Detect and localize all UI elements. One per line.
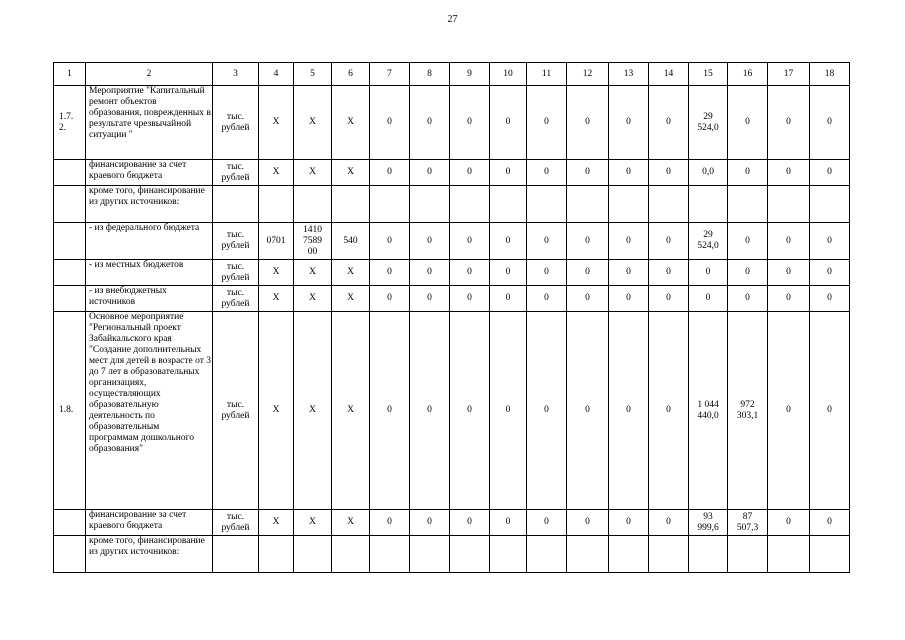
value-cell: 0 bbox=[728, 260, 768, 286]
table-row bbox=[54, 286, 850, 312]
value-cell: X bbox=[294, 86, 332, 160]
column-header: 5 bbox=[294, 63, 332, 86]
value-cell: 0 bbox=[810, 260, 850, 286]
item-code-cell bbox=[54, 223, 86, 260]
value-cell bbox=[527, 536, 567, 573]
value-cell: 0 bbox=[689, 260, 728, 286]
value-cell: 0 bbox=[689, 286, 728, 312]
unit-cell: тыс. рублей bbox=[213, 160, 259, 186]
page-number: 27 bbox=[447, 14, 458, 25]
value-cell: 0 bbox=[490, 312, 527, 510]
value-cell: 0,0 bbox=[689, 160, 728, 186]
value-cell: 0 bbox=[410, 286, 450, 312]
value-cell: 0 bbox=[567, 160, 609, 186]
table-row bbox=[54, 223, 850, 260]
value-cell: X bbox=[332, 312, 370, 510]
column-header: 7 bbox=[370, 63, 410, 86]
table-row bbox=[54, 260, 850, 286]
value-cell: X bbox=[332, 160, 370, 186]
item-description-cell: финансирование за счет краевого бюджета bbox=[86, 160, 213, 186]
item-description-cell: финансирование за счет краевого бюджета bbox=[86, 510, 213, 536]
column-header: 13 bbox=[609, 63, 649, 86]
value-cell bbox=[810, 536, 850, 573]
column-header: 12 bbox=[567, 63, 609, 86]
table-row bbox=[54, 312, 850, 510]
value-cell bbox=[609, 536, 649, 573]
column-header: 6 bbox=[332, 63, 370, 86]
value-cell bbox=[689, 536, 728, 573]
value-cell: 0 bbox=[609, 260, 649, 286]
value-cell bbox=[294, 536, 332, 573]
value-cell: 0 bbox=[490, 510, 527, 536]
column-header: 4 bbox=[259, 63, 294, 86]
value-cell: 0 bbox=[649, 286, 689, 312]
value-cell bbox=[728, 186, 768, 223]
value-cell: 0 bbox=[370, 160, 410, 186]
value-cell bbox=[410, 536, 450, 573]
value-cell: 0 bbox=[490, 286, 527, 312]
value-cell: 0 bbox=[450, 312, 490, 510]
value-cell: 0 bbox=[768, 160, 810, 186]
value-cell: 0 bbox=[370, 86, 410, 160]
unit-cell: тыс. рублей bbox=[213, 223, 259, 260]
column-header: 16 bbox=[728, 63, 768, 86]
value-cell: 0 bbox=[609, 510, 649, 536]
value-cell: 0 bbox=[450, 510, 490, 536]
value-cell: 29 524,0 bbox=[689, 223, 728, 260]
value-cell: 0 bbox=[768, 223, 810, 260]
value-cell: 0 bbox=[410, 160, 450, 186]
item-code-cell bbox=[54, 186, 86, 223]
value-cell: 0 bbox=[567, 312, 609, 510]
item-code-cell bbox=[54, 286, 86, 312]
value-cell: 0 bbox=[527, 86, 567, 160]
value-cell: 0 bbox=[567, 260, 609, 286]
column-header: 18 bbox=[810, 63, 850, 86]
value-cell: 0 bbox=[728, 223, 768, 260]
value-cell: 0 bbox=[527, 286, 567, 312]
value-cell bbox=[810, 186, 850, 223]
item-description-cell: - из местных бюджетов bbox=[86, 260, 213, 286]
unit-cell: тыс. рублей bbox=[213, 510, 259, 536]
value-cell: 0 bbox=[728, 86, 768, 160]
value-cell: 0 bbox=[567, 286, 609, 312]
value-cell: 0 bbox=[450, 286, 490, 312]
column-header: 11 bbox=[527, 63, 567, 86]
value-cell: 0 bbox=[609, 286, 649, 312]
column-header: 10 bbox=[490, 63, 527, 86]
value-cell: 0 bbox=[810, 312, 850, 510]
value-cell: 0 bbox=[768, 260, 810, 286]
value-cell: 0 bbox=[527, 223, 567, 260]
value-cell bbox=[259, 186, 294, 223]
value-cell bbox=[768, 536, 810, 573]
item-description-cell: кроме того, финансирование из других источников: bbox=[86, 536, 213, 573]
value-cell: X bbox=[259, 286, 294, 312]
value-cell bbox=[649, 186, 689, 223]
value-cell: 0 bbox=[370, 312, 410, 510]
item-description-cell: кроме того, финансирование из других источников: bbox=[86, 186, 213, 223]
header-row bbox=[54, 63, 850, 86]
value-cell: 0 bbox=[728, 286, 768, 312]
value-cell: 0 bbox=[490, 160, 527, 186]
value-cell: 0 bbox=[527, 260, 567, 286]
value-cell: 0 bbox=[649, 260, 689, 286]
value-cell bbox=[567, 536, 609, 573]
value-cell: 0 bbox=[609, 312, 649, 510]
value-cell: 0 bbox=[768, 86, 810, 160]
value-cell: 0 bbox=[768, 286, 810, 312]
value-cell: 0 bbox=[649, 86, 689, 160]
value-cell bbox=[689, 186, 728, 223]
value-cell: 0 bbox=[810, 223, 850, 260]
value-cell: X bbox=[294, 510, 332, 536]
item-description-cell: - из федерального бюджета bbox=[86, 223, 213, 260]
column-header: 1 bbox=[54, 63, 86, 86]
unit-cell: тыс. рублей bbox=[213, 286, 259, 312]
value-cell: 972 303,1 bbox=[728, 312, 768, 510]
unit-cell bbox=[213, 536, 259, 573]
value-cell bbox=[370, 536, 410, 573]
value-cell: X bbox=[259, 260, 294, 286]
value-cell: 0 bbox=[649, 160, 689, 186]
item-code-cell bbox=[54, 536, 86, 573]
value-cell: 0 bbox=[527, 312, 567, 510]
value-cell: X bbox=[259, 86, 294, 160]
value-cell: 0 bbox=[370, 260, 410, 286]
value-cell: 0701 bbox=[259, 223, 294, 260]
value-cell: 0 bbox=[490, 260, 527, 286]
value-cell bbox=[728, 536, 768, 573]
value-cell bbox=[527, 186, 567, 223]
value-cell bbox=[649, 536, 689, 573]
value-cell bbox=[450, 186, 490, 223]
value-cell: 0 bbox=[490, 86, 527, 160]
value-cell: 0 bbox=[567, 86, 609, 160]
item-description-cell: - из внебюджетных источников bbox=[86, 286, 213, 312]
item-code-cell bbox=[54, 260, 86, 286]
value-cell: 93 999,6 bbox=[689, 510, 728, 536]
value-cell: X bbox=[259, 312, 294, 510]
value-cell bbox=[609, 186, 649, 223]
value-cell: X bbox=[332, 510, 370, 536]
unit-cell: тыс. рублей bbox=[213, 260, 259, 286]
value-cell: 0 bbox=[410, 223, 450, 260]
column-header: 14 bbox=[649, 63, 689, 86]
value-cell bbox=[490, 186, 527, 223]
value-cell: 0 bbox=[410, 260, 450, 286]
value-cell: 0 bbox=[527, 510, 567, 536]
column-header: 17 bbox=[768, 63, 810, 86]
value-cell: 0 bbox=[728, 160, 768, 186]
value-cell: 0 bbox=[609, 223, 649, 260]
item-code-cell bbox=[54, 510, 86, 536]
value-cell: 0 bbox=[567, 510, 609, 536]
table-row bbox=[54, 536, 850, 573]
column-header: 2 bbox=[86, 63, 213, 86]
table-row bbox=[54, 86, 850, 160]
value-cell bbox=[567, 186, 609, 223]
table-row bbox=[54, 160, 850, 186]
unit-cell: тыс. рублей bbox=[213, 312, 259, 510]
value-cell: X bbox=[332, 260, 370, 286]
column-header: 9 bbox=[450, 63, 490, 86]
item-code-cell: 1.7. 2. bbox=[54, 86, 86, 160]
value-cell: 1 044 440,0 bbox=[689, 312, 728, 510]
item-code-cell bbox=[54, 160, 86, 186]
value-cell: 0 bbox=[810, 510, 850, 536]
value-cell: 0 bbox=[810, 286, 850, 312]
value-cell: X bbox=[332, 286, 370, 312]
value-cell: 0 bbox=[370, 223, 410, 260]
value-cell: X bbox=[259, 510, 294, 536]
value-cell: 0 bbox=[450, 160, 490, 186]
value-cell bbox=[332, 536, 370, 573]
value-cell: 1410 7589 00 bbox=[294, 223, 332, 260]
value-cell: 540 bbox=[332, 223, 370, 260]
value-cell: 0 bbox=[810, 86, 850, 160]
value-cell bbox=[370, 186, 410, 223]
item-description-cell: Основное мероприятие "Региональный проект Забайкальского края "Создание дополнительных мест для детей в возрасте от 3 до 7 лет в образовательных организациях, осуществляющих образовательную деятельность по образовательным программам дошкольного образования" bbox=[86, 312, 213, 510]
value-cell: 87 507,3 bbox=[728, 510, 768, 536]
value-cell: 0 bbox=[768, 510, 810, 536]
value-cell: 0 bbox=[527, 160, 567, 186]
value-cell: 0 bbox=[370, 510, 410, 536]
value-cell: 0 bbox=[410, 86, 450, 160]
value-cell: X bbox=[294, 286, 332, 312]
value-cell: 0 bbox=[609, 160, 649, 186]
value-cell: 0 bbox=[768, 312, 810, 510]
value-cell: X bbox=[294, 312, 332, 510]
value-cell: 0 bbox=[410, 510, 450, 536]
value-cell: X bbox=[294, 260, 332, 286]
value-cell: 0 bbox=[567, 223, 609, 260]
item-description-cell: Мероприятие "Капитальный ремонт объектов образования, поврежденных в результате чрезвычайной ситуации " bbox=[86, 86, 213, 160]
value-cell: X bbox=[332, 86, 370, 160]
value-cell bbox=[332, 186, 370, 223]
value-cell: 0 bbox=[450, 86, 490, 160]
value-cell bbox=[294, 186, 332, 223]
value-cell: X bbox=[259, 160, 294, 186]
table-row bbox=[54, 510, 850, 536]
value-cell: 0 bbox=[649, 510, 689, 536]
value-cell: 29 524,0 bbox=[689, 86, 728, 160]
value-cell: 0 bbox=[649, 312, 689, 510]
budget-table bbox=[53, 62, 850, 573]
value-cell bbox=[450, 536, 490, 573]
value-cell: 0 bbox=[609, 86, 649, 160]
column-header: 3 bbox=[213, 63, 259, 86]
value-cell: 0 bbox=[410, 312, 450, 510]
value-cell: 0 bbox=[810, 160, 850, 186]
value-cell: 0 bbox=[490, 223, 527, 260]
value-cell bbox=[259, 536, 294, 573]
value-cell bbox=[768, 186, 810, 223]
unit-cell bbox=[213, 186, 259, 223]
item-code-cell: 1.8. bbox=[54, 312, 86, 510]
unit-cell: тыс. рублей bbox=[213, 86, 259, 160]
value-cell: 0 bbox=[370, 286, 410, 312]
value-cell: X bbox=[294, 160, 332, 186]
value-cell: 0 bbox=[450, 223, 490, 260]
column-header: 15 bbox=[689, 63, 728, 86]
value-cell: 0 bbox=[649, 223, 689, 260]
value-cell bbox=[490, 536, 527, 573]
value-cell bbox=[410, 186, 450, 223]
value-cell: 0 bbox=[450, 260, 490, 286]
table-row bbox=[54, 186, 850, 223]
column-header: 8 bbox=[410, 63, 450, 86]
